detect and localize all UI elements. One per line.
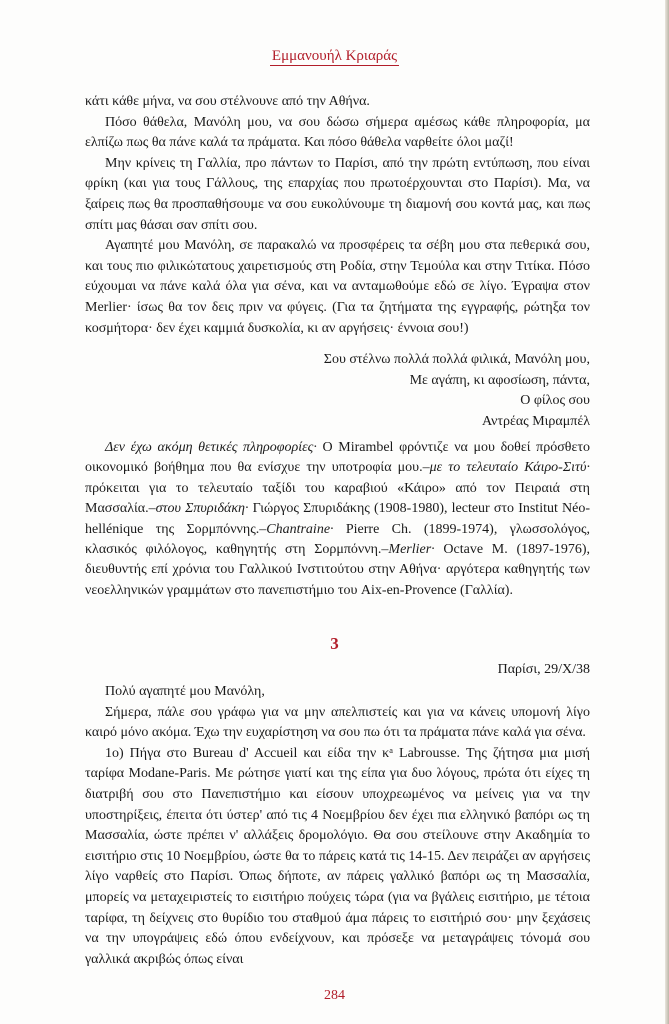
letter-date: Παρίσι, 29/Χ/38 <box>497 662 590 677</box>
page-edge <box>665 0 669 1024</box>
letter-3-body <box>85 682 590 970</box>
note-lemma: Δεν έχω ακόμη θετικές πληροφορίες· <box>105 440 317 455</box>
running-head <box>0 48 669 65</box>
commentary-notes <box>85 438 590 601</box>
letter-closing <box>85 350 590 432</box>
paragraph: Σήμερα, πάλε σου γράφω για να μην απελπιστείς και για να κάνεις υπομονή λίγο καιρό μόνο ακόμα. Έχω την ευχαρίστηση να σου πω ότι τα πράματα πάνε καλά για σένα. <box>85 704 590 741</box>
paragraph: κάτι κάθε μήνα, να σου στέλνουνε από την Αθήνα. <box>85 94 370 109</box>
note-lemma: Chantraine· <box>266 521 334 537</box>
note-lemma: στου Σπυριδάκη· <box>155 501 249 517</box>
closing-line: Ο φίλος σου <box>520 393 590 409</box>
paragraph: Μην κρίνεις τη Γαλλία, προ πάντων το Παρίσι, από την πρώτη εντύπωση, που είναι φρίκη (και για τους Γάλλους, της επαρχίας που πρωτοέρχουνται στο Παρίσι). Μα, να ξαίρεις πως θα προσπαθήσουμε να σου ευκολύνουμε τη διαμονή σου κοντά μας, και πως σπίτι μας θάσαι σαν σπίτι σου. <box>85 155 590 233</box>
note-text: Γιώργος Σπυριδάκης (1908-1980), lecteur στο Institut Néo-hellénique της Σορμπόννης.– <box>85 501 591 537</box>
note-text: Pierre Ch. (1899-1974), γλωσσολόγος, κλασικός φιλόλογος, καθηγητής στη Σορμπόννη.– <box>85 521 590 558</box>
letter-number: 3 <box>330 634 339 653</box>
letter-body <box>85 92 590 339</box>
note-text: πρόκειται για το τελευταίο ταξίδι του καραβιού «Κάιρο» από τον Πειραιά στη Μασσαλία.– <box>85 480 590 517</box>
paragraph: Αγαπητέ μου Μανόλη, σε παρακαλώ να προσφέρεις τα σέβη μου στα πεθερικά σου, και τους πιο φιλικώτατους χαιρετισμούς στη Ροδία, στην Τεμούλα και στην Τιτίκα. Πόσο εύχουμαι να πάνε καλά όλα για σένα, και να ανταμωθούμε εδώ σε λίγο. Έγραψα στον Merlier· ίσως θα τον δεις πριν να φύγεις. (Για τα ζητήματα της εγγραφής, ρώτηξα τον κοσμήτορα· δεν έχει καμμιά δυσκολία, κι αν αργήσεις· έννοια σου!) <box>85 238 590 336</box>
closing-line: Με αγάπη, κι αφοσίωση, πάντα, <box>409 372 590 388</box>
note-paragraph <box>85 438 590 601</box>
note-text: Octave M. (1897-1976), διευθυντής επί χρόνια του Γαλλικού Ινστιτούτου στην Αθήνα· αργότερα καθηγητής των νεοελληνικών γραμμάτων στο πανεπιστήμιο του Aix-en-Provence (Γαλλία). <box>85 542 590 598</box>
paragraph: Πόσο θάθελα, Μανόλη μου, να σου δώσω σήμερα αμέσως κάθε πληροφορία, μα ελπίζω πως θα πάνε καλά τα πράματα. Και πόσο θάθελα ναρθείτε όλοι μαζί! <box>85 114 590 151</box>
note-lemma: με το τελευταίο Κάιρο-Σιτύ· <box>429 460 590 476</box>
note-text: Ο Mirambel φρόντιζε να μου δοθεί πρόσθετο οικονομικό βοήθημα που θα ενίσχυε την υποτροφία μου.– <box>85 440 590 476</box>
note-lemma: Merlier· <box>388 542 435 558</box>
salutation: Πολύ αγαπητέ μου Μανόλη, <box>105 684 265 699</box>
running-head-title: Εμμανουήλ Κριαράς <box>271 48 398 64</box>
page-number: 284 <box>324 988 345 1003</box>
signature: Αντρέας Μιραμπέλ <box>481 413 590 429</box>
paragraph: 1ο) Πήγα στο Bureau d' Accueil και είδα την κᵃ Labrousse. Της ζήτησα μια μισή ταρίφα Modane-Paris. Με ρώτησε γιατί και της είπα για δυο λόγους, πρώτα ότι είχες τη διατριβή σου στο Πανεπιστήμιο και είσουν υποχρεωμένος να μείνεις για να την υποστηρίξεις, έπειτα ότι ύστερ' από τις 4 Νοεμβρίου δεν έχει πια ελληνικό βαπόρι ως τη Μασσαλία, ώστε πρέπει ν' αλλάξεις δρομολόγιο. Θα σου στείλουνε στην Ακαδημία το εισιτήριο στις 10 Νοεμβρίου, ώστε θα το πάρεις κατά τις 14-15. Δεν πειράζει αν αργήσεις λίγο ναρθείς στο Παρίσι. Όπως δήποτε, αν πάρεις γαλλικό βαπόρι ως τη Μασσαλία, μπορείς να μεταχειριστείς το εισιτήριο πούχεις τώρα (για να βγάλεις εισιτήριο, με τέτοια ταρίφα, τη δείχνεις στο θυρίδιο του σταθμού άμα πάρεις το εισιτήριό σου· μην ξεχάσεις να την υπογράψεις εδώ όπου ενδείχνουν, και πρόσεξε να μεταγράψεις τόνομά σου γαλλικά ακριβώς όπως είναι <box>85 745 590 967</box>
closing-line: Σου στέλνω πολλά πολλά φιλικά, Μανόλη μου, <box>323 352 590 367</box>
